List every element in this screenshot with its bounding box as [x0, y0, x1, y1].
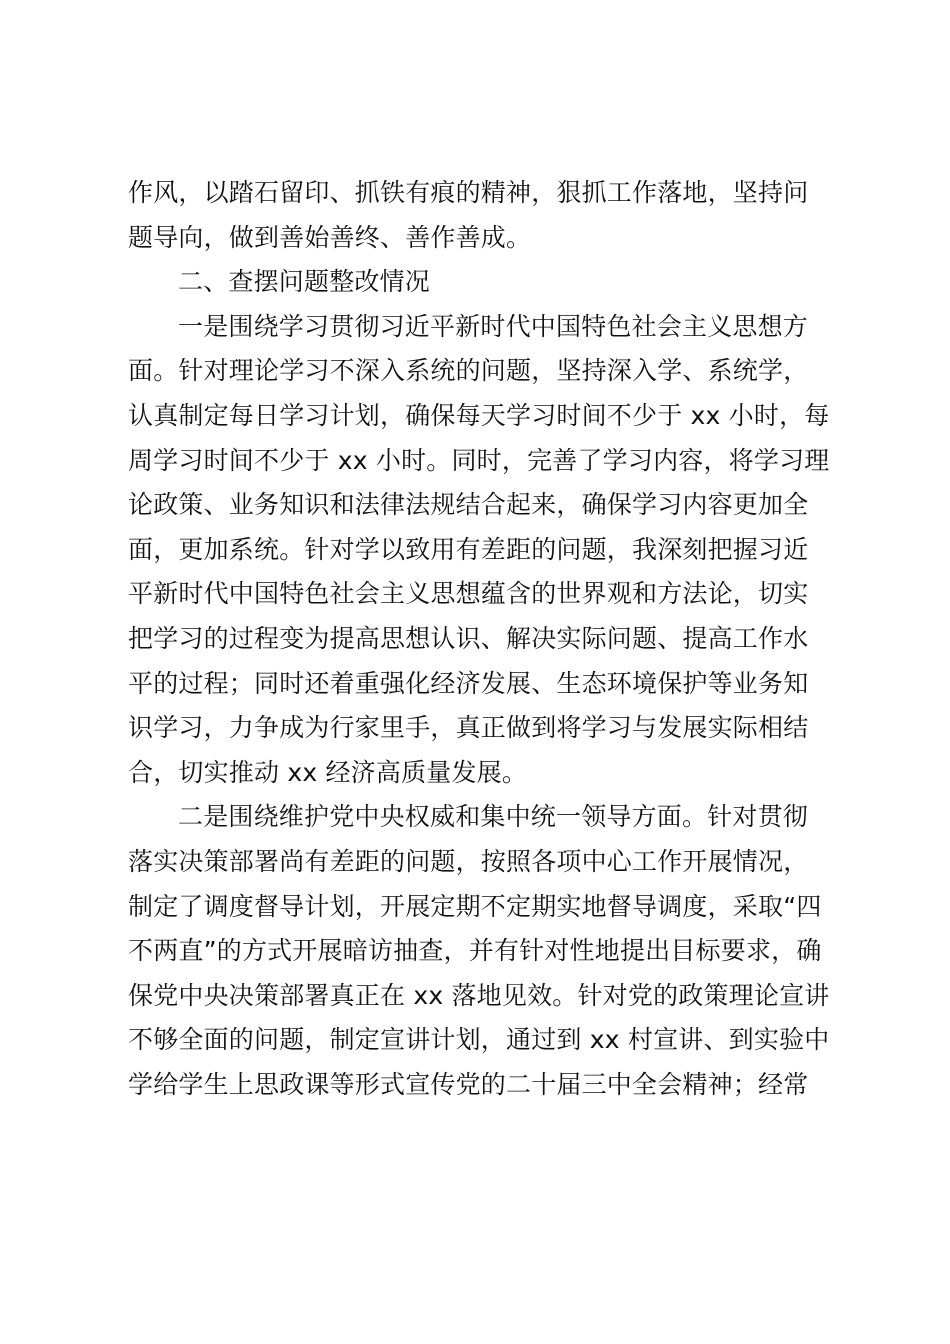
text-line: 把学习的过程变为提高思想认识、解决实际问题、提高工作水 — [128, 623, 809, 653]
text-line: 作风，以踏石留印、抓铁有痕的精神，狠抓工作落地，坚持问 — [128, 178, 809, 207]
text-line: 题导向，做到善始善终、善作善成。 — [128, 222, 532, 252]
text-line: 平的过程；同时还着重强化经济发展、生态环境保护等业务知 — [128, 668, 809, 698]
text-line: 面。针对理论学习不深入系统的问题，坚持深入学、系统学， — [128, 356, 809, 386]
text-line: 学给学生上思政课等形式宣传党的二十届三中全会精神；经常 — [128, 1069, 809, 1099]
text-line: 保党中央决策部署真正在 xx 落地见效。针对党的政策理论宣讲 — [128, 980, 830, 1010]
text-line: 制定了调度督导计划，开展定期不定期实地督导调度，采取“四 — [128, 891, 822, 921]
document-body — [128, 171, 828, 1107]
text-line: 周学习时间不少于 xx 小时。同时，完善了学习内容，将学习理 — [128, 445, 830, 475]
text-line: 落实决策部署尚有差距的问题，按照各项中心工作开展情况， — [128, 846, 809, 876]
text-line: 合，切实推动 xx 经济高质量发展。 — [128, 757, 528, 787]
paragraph-start-line: 二是围绕维护党中央权威和集中统一领导方面。针对贯彻 — [178, 802, 809, 832]
section-heading: 二、查摆问题整改情况 — [178, 267, 431, 297]
paragraph-start-line: 一是围绕学习贯彻习近平新时代中国特色社会主义思想方 — [178, 311, 809, 341]
text-line: 认真制定每日学习计划，确保每天学习时间不少于 xx 小时，每 — [128, 400, 830, 430]
text-line: 论政策、业务知识和法律法规结合起来，确保学习内容更加全 — [128, 490, 809, 520]
text-line: 不够全面的问题，制定宣讲计划，通过到 xx 村宣讲、到实验中 — [128, 1025, 830, 1055]
text-line: 识学习，力争成为行家里手，真正做到将学习与发展实际相结 — [128, 713, 809, 743]
text-line: 平新时代中国特色社会主义思想蕴含的世界观和方法论，切实 — [128, 579, 809, 609]
text-line: 不两直”的方式开展暗访抽查，并有针对性地提出目标要求，确 — [128, 936, 822, 966]
text-line: 面，更加系统。针对学以致用有差距的问题，我深刻把握习近 — [128, 534, 809, 564]
